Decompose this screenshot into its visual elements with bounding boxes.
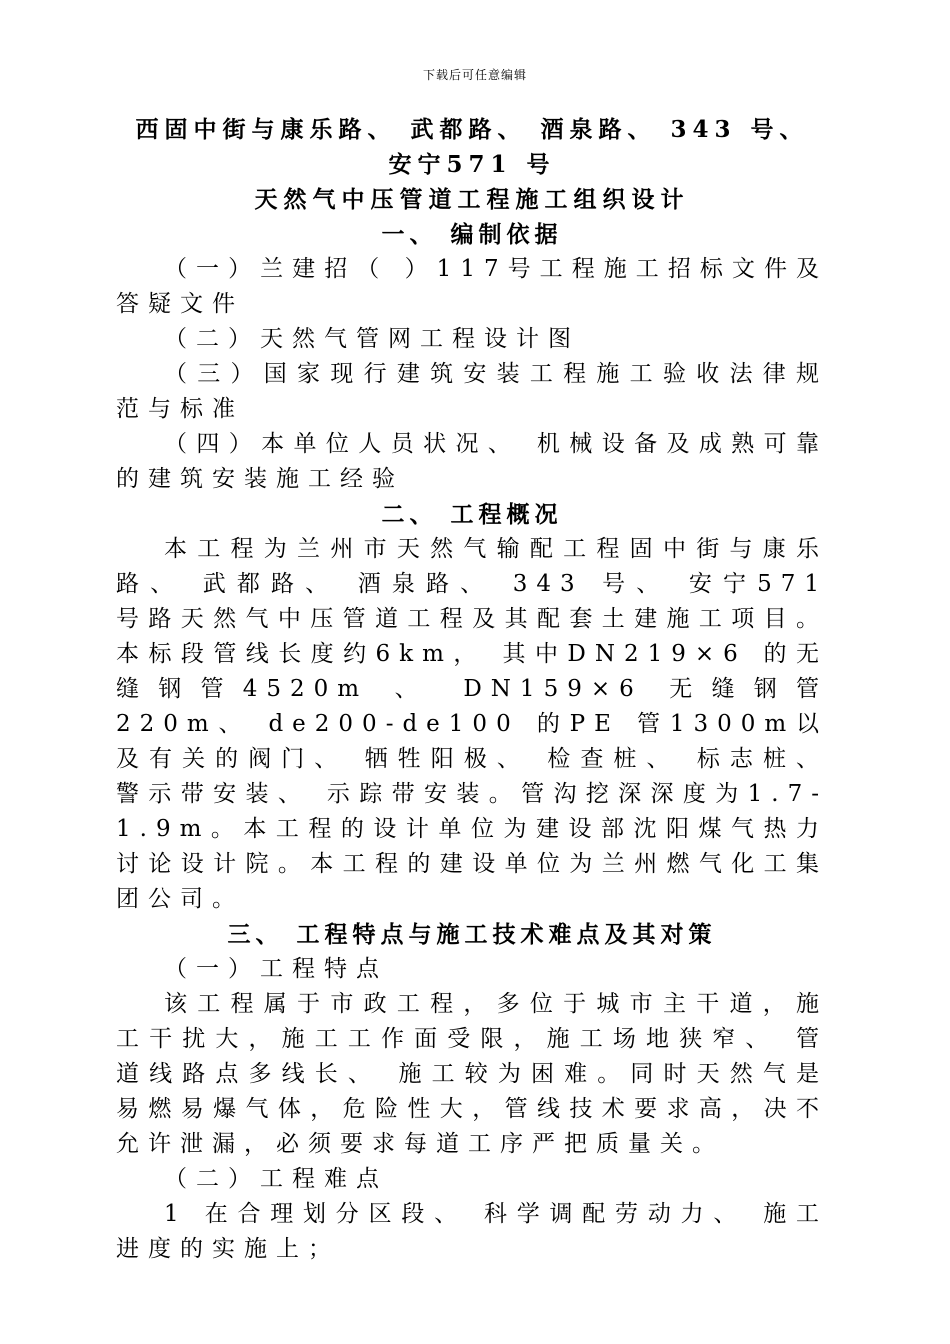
title-line-2: 安宁571 号 — [388, 151, 556, 178]
subheading-difficulties: （二）工程难点 — [164, 1166, 388, 1192]
basis-item-4: （四）本单位人员状况、 机械设备及成熟可靠的建筑安装施工经验 — [116, 431, 828, 492]
header-note: 下载后可任意编辑 — [422, 68, 527, 82]
section-1-heading: 一、 编制依据 — [381, 221, 563, 248]
features-paragraph: 该工程属于市政工程，多位于城市主干道，施工干扰大，施工工作面受限，施工场地狭窄、 管道线路点多线长、 施工较为困难。同时天然气是易燃易爆气体，危险性大，管线技术要求高，决不允许泄漏，必须要求每道工序严把质量关。 — [116, 991, 828, 1157]
section-3-heading: 三、 工程特点与施工技术难点及其对策 — [227, 921, 717, 948]
project-overview-paragraph: 本工程为兰州市天然气输配工程固中街与康乐路、 武都路、 酒泉路、 343 号、 安宁571 号路天然气中压管道工程及其配套土建施工项目。本标段管线长度约6km， 其中DN219×6 的无缝钢管4520m 、 DN159×6 无缝钢管220m、 de200-de100 的PE 管1300m以及有关的阀门、 牺牲阳极、 检查桩、 标志桩、 警示带安装、 示踪带安装。管沟挖深深度为1.7-1.9m。本工程的设计单位为建设部沈阳煤气热力讨论设计院。本工程的建设单位为兰州燃气化工集团公司。 — [116, 536, 828, 912]
basis-item-1: （一）兰建招（ ）117号工程施工招标文件及答疑文件 — [116, 256, 828, 317]
title-line-1: 西固中街与康乐路、 武都路、 酒泉路、 343 号、 — [135, 116, 809, 143]
document-body — [116, 112, 828, 1267]
basis-item-2: （二）天然气管网工程设计图 — [164, 326, 580, 352]
title-line-3: 天然气中压管道工程施工组织设计 — [254, 186, 690, 213]
subheading-features: （一）工程特点 — [164, 956, 388, 982]
difficulty-item-1: 1 在合理划分区段、 科学调配劳动力、 施工进度的实施上； — [116, 1201, 828, 1262]
section-2-heading: 二、 工程概况 — [381, 501, 563, 528]
basis-item-3: （三）国家现行建筑安装工程施工验收法律规范与标准 — [116, 361, 828, 422]
